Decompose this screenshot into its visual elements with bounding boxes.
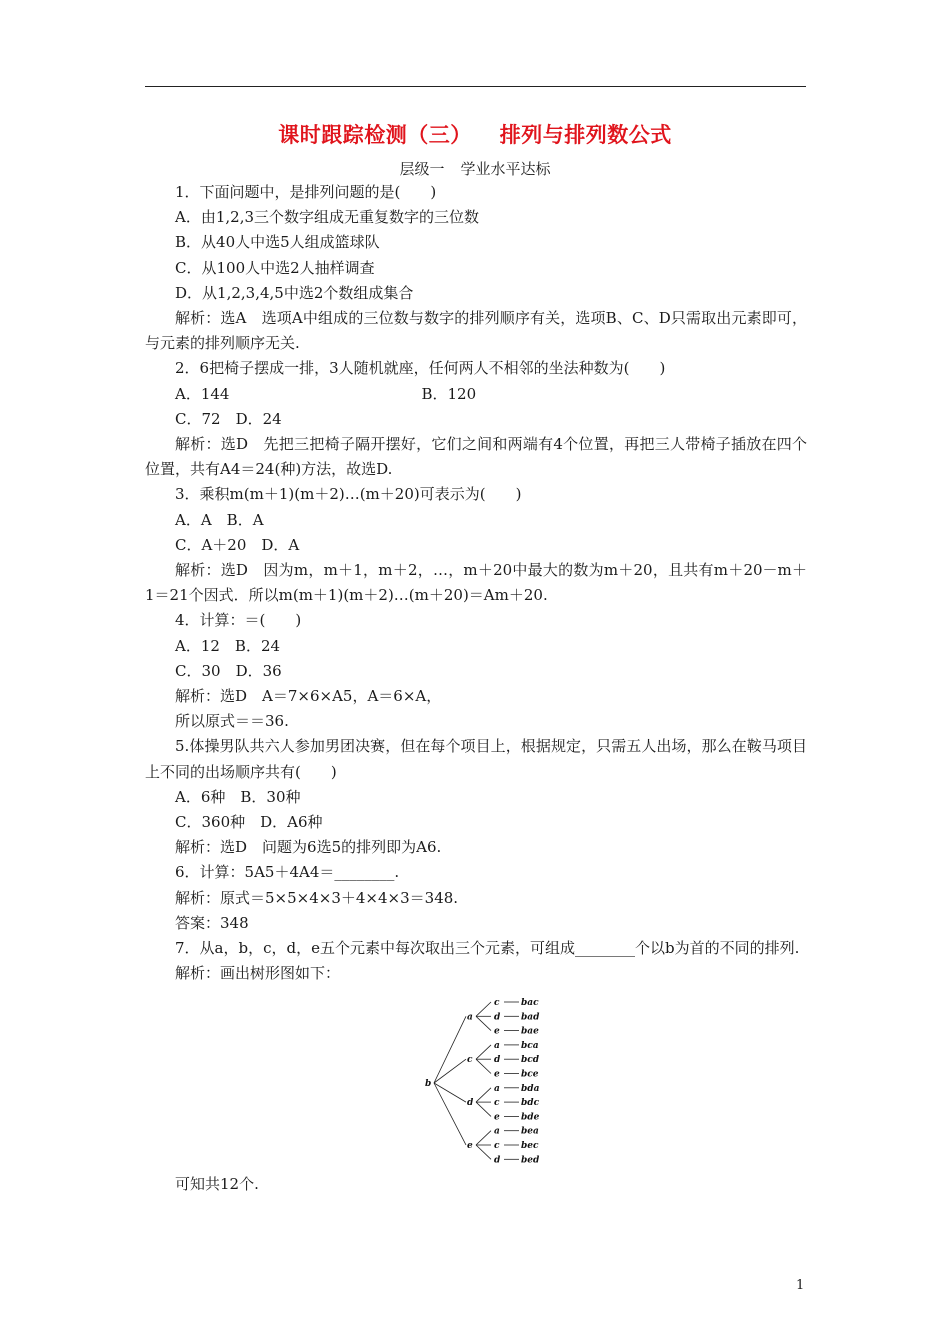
solution-7: 解析：画出树形图如下：: [175, 964, 341, 983]
answer-6: 答案：348: [175, 913, 249, 932]
tree-word-bae: bae: [521, 1026, 539, 1037]
tree-leaf-c-e: e: [494, 1069, 500, 1079]
solution-4-line1: 解析：选D A＝7×6×A5，A＝6×A，: [175, 687, 442, 706]
option-2b: B．120: [421, 384, 477, 403]
option-1a: A．由1,2,3三个数字组成无重复数字的三位数: [175, 208, 480, 227]
options-3ab: A．A B．A: [175, 510, 264, 529]
tree-word-bac: bac: [521, 997, 539, 1008]
tree-word-bce: bce: [521, 1069, 539, 1079]
title-left: 课时跟踪检测（三）: [278, 122, 472, 147]
options-4ab: A．12 B．24: [175, 636, 281, 655]
tree-leaf-c-a: a: [494, 1040, 500, 1051]
tree-leaf-a-e: e: [494, 1026, 500, 1037]
options-2ab: [145, 382, 807, 407]
solution-2: 解析：选D 先把三把椅子隔开摆好，它们之间和两端有4个位置，再把三人带椅子插放在四个位置，共有A4＝24(种)方法，故选D.: [145, 435, 807, 479]
solution-3: 解析：选D 因为m，m＋1，m＋2，…，m＋20中最大的数为m＋20，且共有m＋20－m＋1＝21个因式．所以m(m＋1)(m＋2)…(m＋20)＝Am＋20.: [145, 561, 807, 605]
tree-node-a: a: [467, 1011, 473, 1022]
options-5cd: C．360种 D．A6种: [175, 813, 323, 832]
tree-word-bcd: bcd: [521, 1054, 540, 1065]
conclusion-7: 可知共12个.: [175, 1174, 259, 1193]
tree-node-c: c: [467, 1054, 473, 1065]
tree-word-bea: bea: [521, 1126, 539, 1137]
tree-leaf-e-a: a: [494, 1126, 500, 1137]
question-6: 6．计算：5A5＋4A4＝________.: [175, 863, 400, 882]
question-7: 7．从a，b，c，d，e五个元素中每次取出三个元素，可组成________个以b为首的不同的排列.: [175, 939, 800, 958]
options-3cd: C．A＋20 D．A: [175, 535, 300, 554]
tree-word-bed: bed: [521, 1154, 540, 1165]
question-3: 3．乘积m(m＋1)(m＋2)…(m＋20)可表示为( ): [175, 485, 522, 504]
tree-node-d: d: [467, 1097, 474, 1108]
solution-1: 解析：选A 选项A中组成的三位数与数字的排列顺序有关，选项B、C、D只需取出元素即可，与元素的排列顺序无关.: [145, 309, 807, 353]
tree-edge-ed: [476, 1145, 491, 1159]
tree-edge-ae: [476, 1016, 491, 1030]
tree-leaf-e-c: c: [494, 1140, 500, 1151]
title-right: 排列与排列数公式: [499, 122, 672, 147]
section-level: [0, 158, 950, 179]
page-number: 1: [796, 1278, 805, 1293]
tree-node-e: e: [467, 1140, 473, 1151]
tree-leaf-d-c: c: [494, 1097, 500, 1108]
options-4cd: C．30 D．36: [175, 661, 282, 680]
exercise-body: [145, 180, 807, 1197]
question-2: 2．6把椅子摆成一排，3人随机就座，任何两人不相邻的坐法种数为( ): [175, 359, 666, 378]
tree-word-bdc: bdc: [521, 1097, 540, 1108]
tree-leaf-d-e: e: [494, 1111, 500, 1122]
option-1b: B．从40人中选5人组成篮球队: [175, 233, 380, 252]
question-4: 4．计算：＝( ): [175, 611, 302, 630]
option-1d: D．从1,2,3,4,5中选2个数组成集合: [175, 283, 414, 302]
option-1c: C．从100人中选2人抽样调查: [175, 258, 375, 277]
tree-branch-c: [434, 1059, 466, 1083]
level-desc: 学业水平达标: [460, 160, 551, 178]
tree-root-label: b: [425, 1078, 432, 1089]
tree-word-bde: bde: [521, 1111, 540, 1122]
solution-6: 解析：原式＝5×5×4×3＋4×4×3＝348.: [175, 888, 459, 907]
tree-word-bec: bec: [521, 1140, 539, 1151]
tree-edge-de: [476, 1102, 491, 1116]
level-label: 层级一: [399, 160, 445, 178]
question-5: 5.体操男队共六人参加男团决赛，但在每个项目上，根据规定，只需五人出场，那么在鞍马项目上不同的出场顺序共有( ): [145, 737, 807, 781]
tree-word-bad: bad: [521, 1011, 540, 1022]
tree-edge-ac: [476, 1002, 491, 1016]
solution-4-line2: 所以原式＝＝36.: [175, 712, 289, 731]
tree-edge-ce: [476, 1059, 491, 1073]
tree-leaf-d-a: a: [494, 1083, 500, 1094]
options-5ab: A．6种 B．30种: [175, 787, 301, 806]
tree-leaf-a-c: c: [494, 997, 500, 1008]
option-2a: A．144: [175, 384, 230, 403]
tree-diagram: [424, 994, 574, 1166]
tree-edge-ea: [476, 1130, 491, 1144]
tree-leaf-a-d: d: [494, 1011, 501, 1022]
tree-edge-da: [476, 1087, 491, 1101]
tree-edge-ca: [476, 1044, 491, 1058]
options-2cd: C．72 D．24: [175, 409, 282, 428]
solution-5: 解析：选D 问题为6选5的排列即为A6.: [175, 838, 442, 857]
tree-word-bca: bca: [521, 1040, 539, 1051]
tree-branch-a: [434, 1016, 466, 1083]
tree-word-bda: bda: [521, 1083, 540, 1094]
page-title: [0, 119, 950, 149]
question-1: 1．下面问题中，是排列问题的是( ): [175, 183, 437, 201]
tree-leaf-e-d: d: [494, 1154, 501, 1165]
header-rule: [145, 86, 806, 87]
tree-leaf-c-d: d: [494, 1054, 501, 1065]
